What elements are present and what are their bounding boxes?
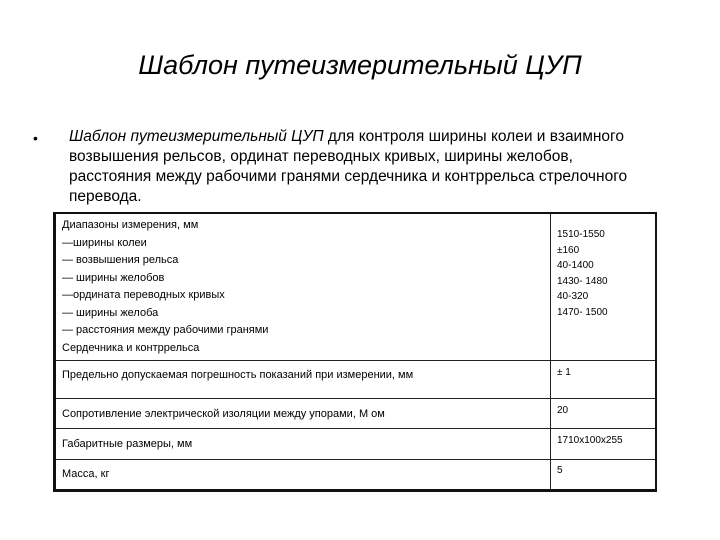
range-label: Сердечника и контррельса [62, 341, 200, 354]
row-label: Сопротивление электрической изоляции между упорами, М ом [55, 399, 551, 429]
range-value: 1510-1550 [557, 229, 605, 240]
range-label: — возвышения рельса [62, 254, 179, 266]
range-label: — ширины желобов [62, 271, 165, 284]
row-value: 5 [551, 460, 657, 491]
row-label: Предельно допускаемая погрешность показаний при измерении, мм [55, 361, 551, 399]
range-value: 40-1400 [557, 260, 594, 271]
row-label: Масса, кг [55, 460, 551, 491]
table-row [55, 399, 657, 429]
row-value: 1710х100х255 [551, 429, 657, 460]
specs-table [53, 212, 657, 492]
description [69, 127, 629, 207]
range-label: — расстояния между рабочими гранями [62, 324, 269, 336]
bullet-marker: • [33, 130, 38, 146]
range-label: — ширины желоба [62, 306, 159, 319]
description-text: для контроля ширины колеи и взаимного возвышения рельсов, ординат переводных кривых, ширины желобов, расстояния между рабочими гранями сердечника и контррельса стрелочного перевода. [69, 128, 628, 205]
row-value: ± 1 [551, 361, 657, 399]
table-row [55, 460, 657, 491]
row-value: 20 [551, 399, 657, 429]
range-value: ±160 [557, 244, 580, 256]
range-value: 1470- 1500 [557, 306, 608, 318]
range-value: 1430- 1480 [557, 275, 608, 287]
slide-title: Шаблон путеизмерительный ЦУП [138, 50, 582, 80]
range-label: —ширины колеи [62, 236, 147, 249]
range-label: Диапазоны измерения, мм [62, 219, 199, 231]
table-row [55, 429, 657, 460]
row-label: Габаритные размеры, мм [55, 429, 551, 460]
ranges-values-cell [551, 213, 657, 361]
table-row [55, 361, 657, 399]
ranges-labels-cell [55, 213, 551, 361]
table-row [55, 213, 657, 361]
range-label: —ордината переводных кривых [62, 289, 225, 301]
range-value: 40-320 [557, 291, 589, 302]
description-product-name: Шаблон путеизмерительный ЦУП [69, 128, 324, 145]
